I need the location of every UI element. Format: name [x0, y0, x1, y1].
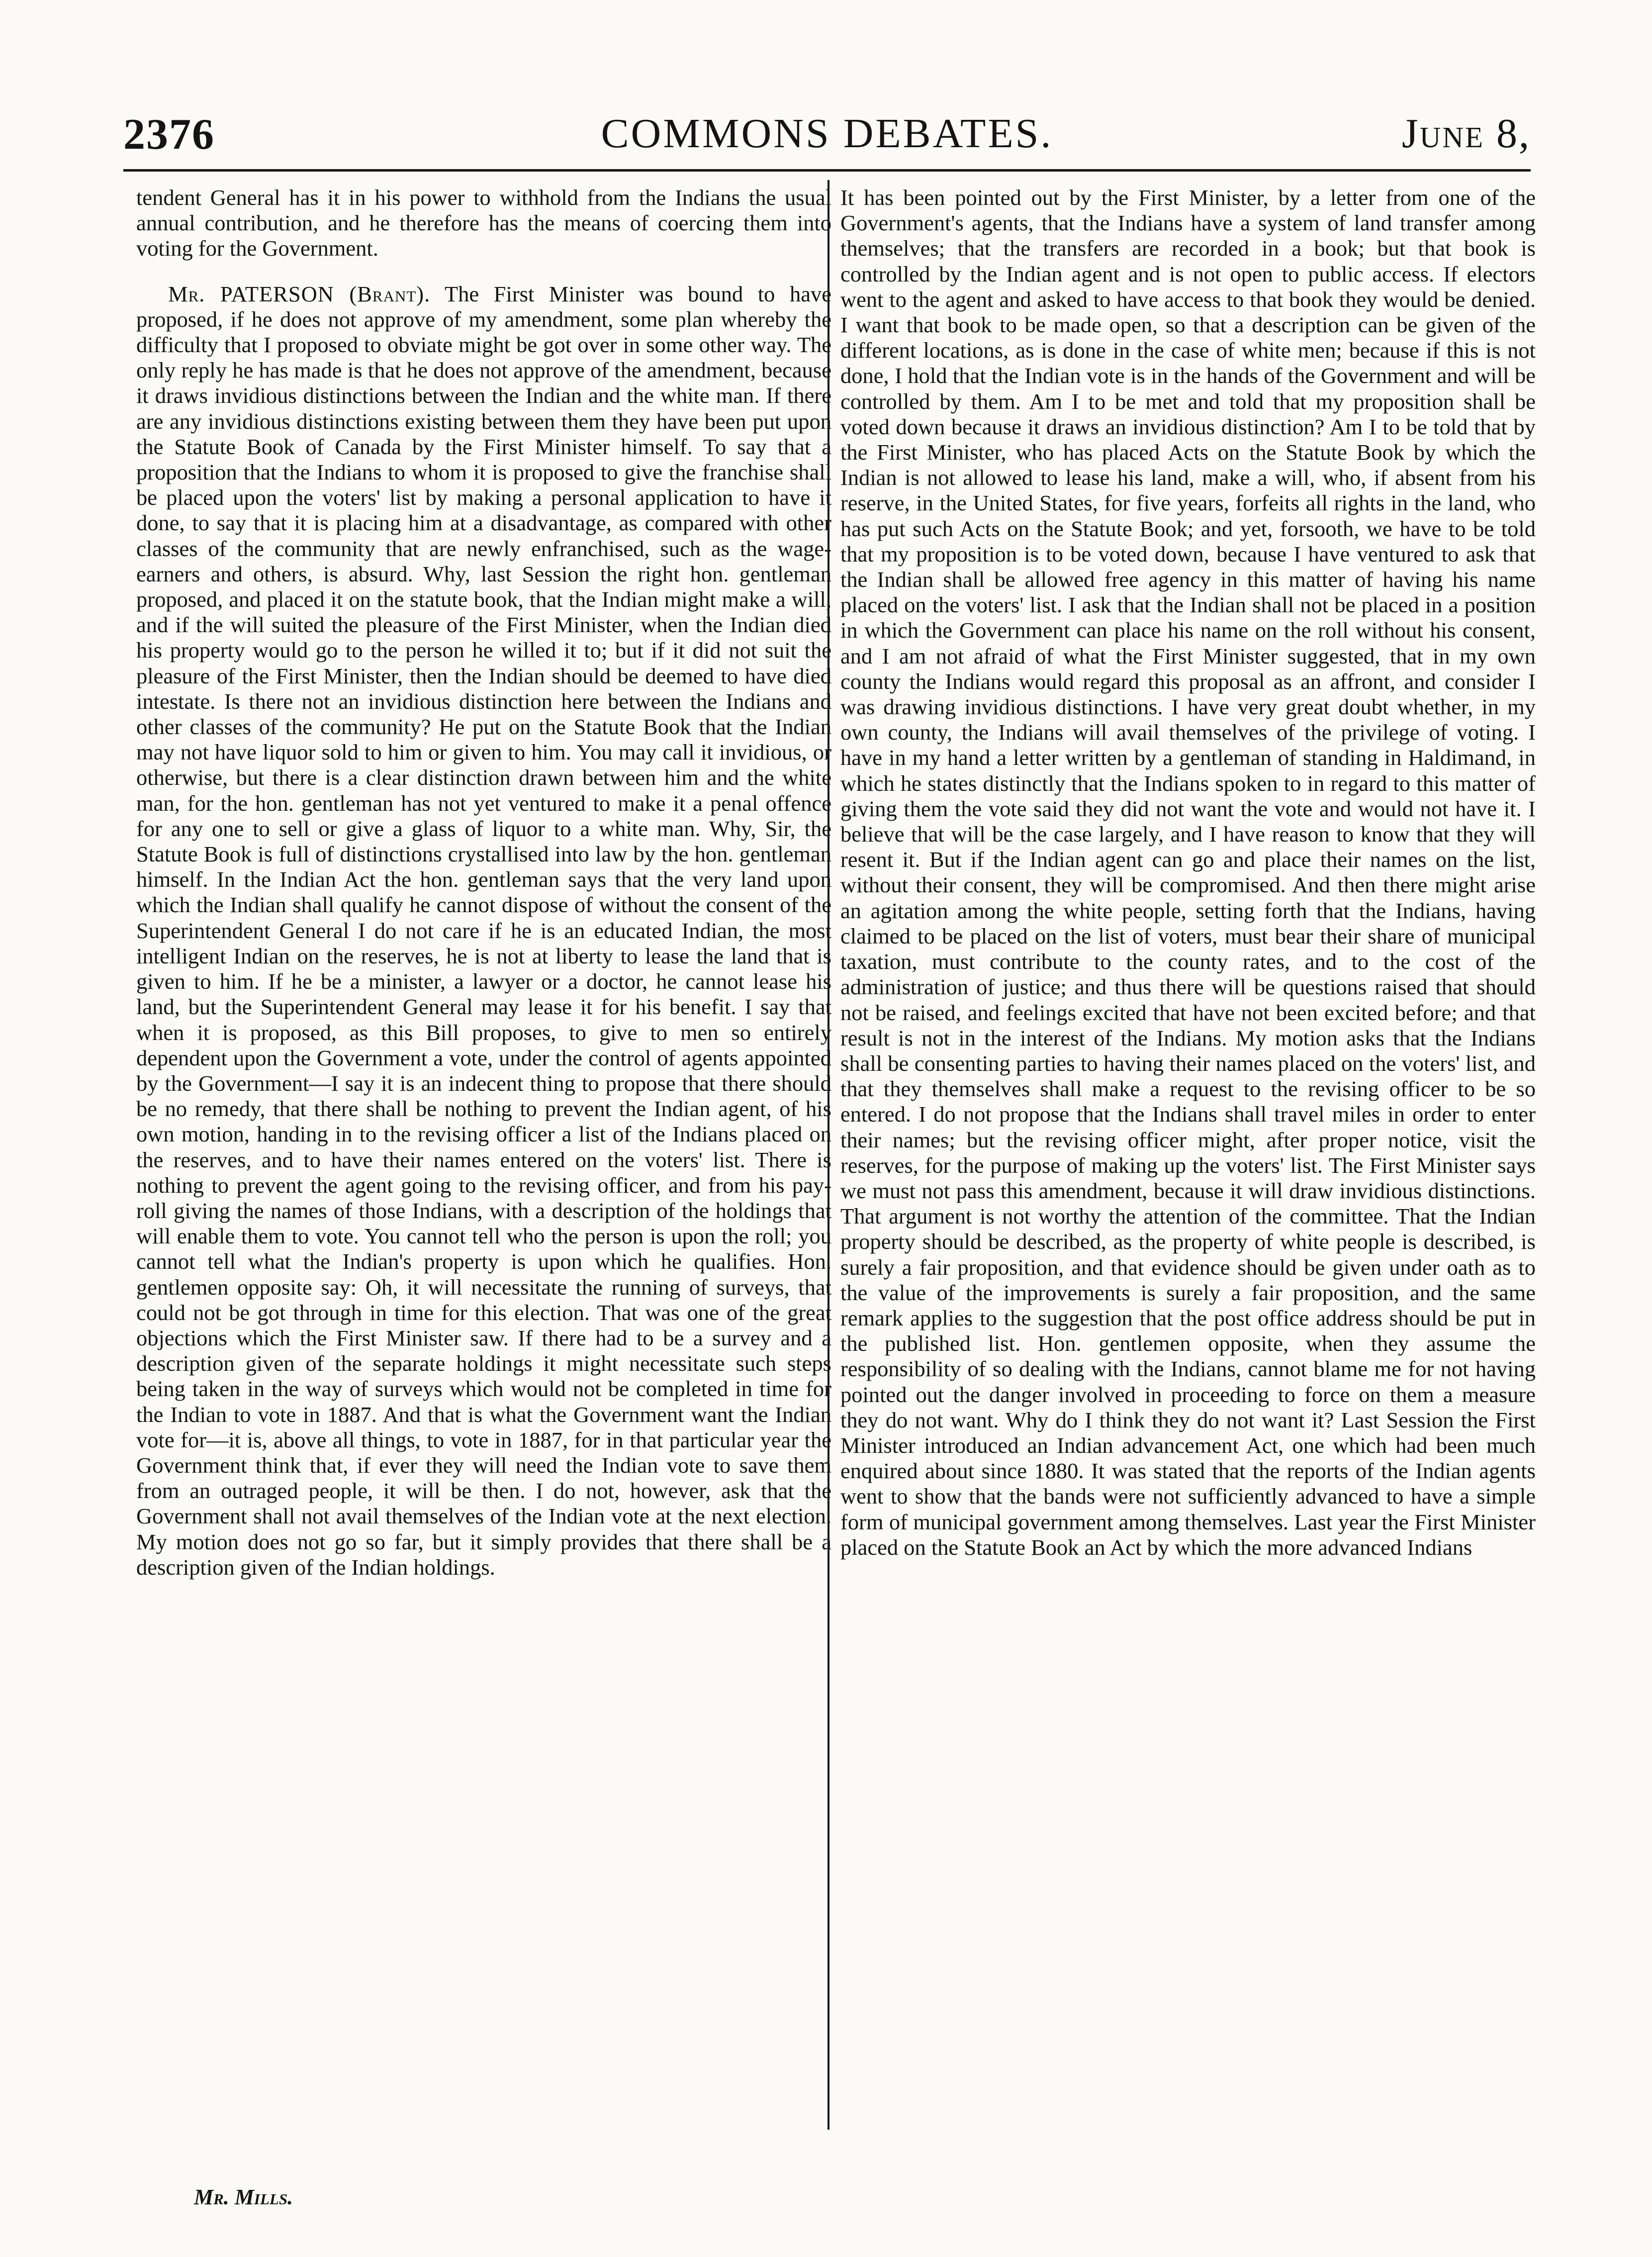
paragraph — [136, 282, 831, 1580]
column-divider — [827, 180, 829, 2130]
page-header — [123, 109, 1531, 169]
page-number: 2376 — [123, 110, 215, 159]
speech-text: The First Minister was bound to have proposed, if he does not approve of my amendment, some plan whereby the difficulty that I proposed to obviate might be got over in some other way. The only reply he has made is that he does not approve of the amendment, because it draws invidious distinctions between the Indian and the white man. If there are any invidious distinctions existing between them they have been put upon the Statute Book of Canada by the First Minister himself. To say that a proposition that the Indians to whom it is proposed to give the franchise shall be placed upon the voters' list by making a personal application to have it done, to say that it is placing him at a disadvantage, as compared with other classes of the community that are newly enfranchised, such as the wage-earners and others, is absurd. Why, last Session the right hon. gentleman proposed, and placed it on the statute book, that the Indian might make a will, and if the will suited the pleasure of the First Minister, when the Indian died his property would go to the person he willed it to; but if it did not suit the pleasure of the First Minister, then the Indian should be deemed to have died intestate. Is there not an invidious distinction here between the Indians and other classes of the community? He put on the Statute Book that the Indian may not have liquor sold to him or given to him. You may call it invidious, or otherwise, but there is a clear distinction drawn between him and the white man, for the hon. gentleman has not yet ventured to make it a penal offence for any one to sell or give a glass of liquor to a white man. Why, Sir, the Statute Book is full of distinctions crystallised into law by the hon. gentleman himself. In the Indian Act the hon. gentleman says that the very land upon which the Indian shall qualify he cannot dispose of without the consent of the Superintendent General I do not care if he is an educated Indian, the most intelligent Indian on the reserves, he is not at liberty to lease the land that is given to him. If he be a minister, a lawyer or a doctor, he cannot lease his land, but the Superintendent General may lease it for his benefit. I say that when it is proposed, as this Bill proposes, to give to men so entirely dependent upon the Government a vote, under the control of agents appointed by the Government—I say it is an indecent thing to propose that there should be no remedy, that there shall be nothing to prevent the Indian agent, of his own motion, handing in to the revising officer a list of the Indians placed on the reserves, and to have their names entered on the voters' list. There is nothing to prevent the agent going to the revising officer, and from his pay-roll giving the names of those Indians, with a description of the holdings that will enable them to vote. You cannot tell who the person is upon the roll; you cannot tell what the Indian's property is upon which he qualifies. Hon. gentlemen opposite say: Oh, it will necessitate the running of surveys, that could not be got through in time for this election. That was one of the great objections which the First Minister saw. If there had to be a survey and a description given of the separate holdings it might necessitate such steps being taken in the way of surveys which would not be completed in time for the Indian to vote in 1887. And that is what the Government want the Indian vote for—it is, above all things, to vote in 1887, for in that particular year the Government think that, if ever they will need the Indian vote to save them from an outraged people, it will be then. I do not, however, ask that the Government shall not avail themselves of the Indian vote at the next election. My motion does not go so far, but it simply provides that there shall be a description given of the Indian holdings. — [136, 281, 831, 1580]
paragraph: tendent General has it in his power to withhold from the Indians the usual annual contribution, and he therefore has the means of coercing them into voting for the Government. — [136, 185, 831, 261]
page-title: COMMONS DEBATES. — [601, 110, 1053, 157]
paragraph: It has been pointed out by the First Minister, by a letter from one of the Government's agents, that the Indians have a system of land transfer among themselves; that the transfers are recorded in a book; but that book is controlled by the Indian agent and is not open to public access. If electors went to the agent and asked to have access to that book they would be denied. I want that book to be made open, so that a description can be given of the different locations, as is done in the case of white men; because if this is not done, I hold that the Indian vote is in the hands of the Government and will be controlled by them. Am I to be met and told that my proposition shall be voted down because it draws an invidious distinction? Am I to be told that by the First Minister, who has placed Acts on the Statute Book by which the Indian is not allowed to lease his land, make a will, who, if absent from his reserve, in the United States, for five years, forfeits all rights in the land, who has put such Acts on the Statute Book; and yet, forsooth, we have to be told that my proposition is to be voted down, because I have ventured to ask that the Indian shall be allowed free agency in this matter of having his name placed on the voters' list. I ask that the Indian shall not be placed in a position in which the Government can place his name on the roll without his consent, and I am not afraid of what the First Minister suggested, that in my own county the Indians would regard this proposal as an affront, and consider I was drawing invidious distinctions. I have very great doubt whether, in my own county, the Indians will avail themselves of the privilege of voting. I have in my hand a letter written by a gentleman of standing in Haldimand, in which he states distinctly that the Indians spoken to in regard to this matter of giving them the vote said they did not want the vote and would not have it. I believe that will be the case largely, and I have reason to know that they will resent it. But if the Indian agent can go and place their names on the list, without their consent, they will be compromised. And then there might arise an agitation among the white people, setting forth that the Indians, having claimed to be placed on the list of voters, must bear their share of municipal taxation, must contribute to the county rates, and to the cost of the administration of justice; and thus there will be questions raised that should not be raised, and feelings excited that have not been excited before; and that result is not in the interest of the Indians. My motion asks that the Indians shall be consenting parties to having their names placed on the voters' list, and that they themselves shall make a request to the revising officer to be so entered. I do not propose that the Indians shall travel miles in order to enter their names; but the revising officer might, after proper notice, visit the reserves, for the purpose of making up the voters' list. The First Minister says we must not pass this amendment, because it will draw invidious distinctions. That argument is not worthy the attention of the committee. That the Indian property should be described, as the property of white people is described, is surely a fair proposition, and that evidence should be given under oath as to the value of the improvements is surely a fair proposition, and the same remark applies to the suggestion that the post office address should be put in the published list. Hon. gentlemen opposite, when they assume the responsibility of so dealing with the Indians, cannot blame me for not having pointed out the danger involved in proceeding to force on them a measure they do not want. Why do I think they do not want it? Last Session the First Minister introduced an Indian advancement Act, one which had been much enquired about since 1880. It was stated that the reports of the Indian agents went to show that the bands were not sufficiently advanced to have a simple form of municipal government among themselves. Last year the First Minister placed on the Statute Book an Act by which the more advanced Indians — [840, 185, 1536, 1560]
speaker-name: Mr. PATERSON (Brant). — [168, 281, 431, 306]
footer-name: Mr. Mills. — [194, 2185, 293, 2209]
header-date: June 8, — [1402, 110, 1531, 157]
right-column — [840, 185, 1536, 1560]
header-rule — [123, 169, 1531, 172]
left-column — [136, 185, 831, 1580]
